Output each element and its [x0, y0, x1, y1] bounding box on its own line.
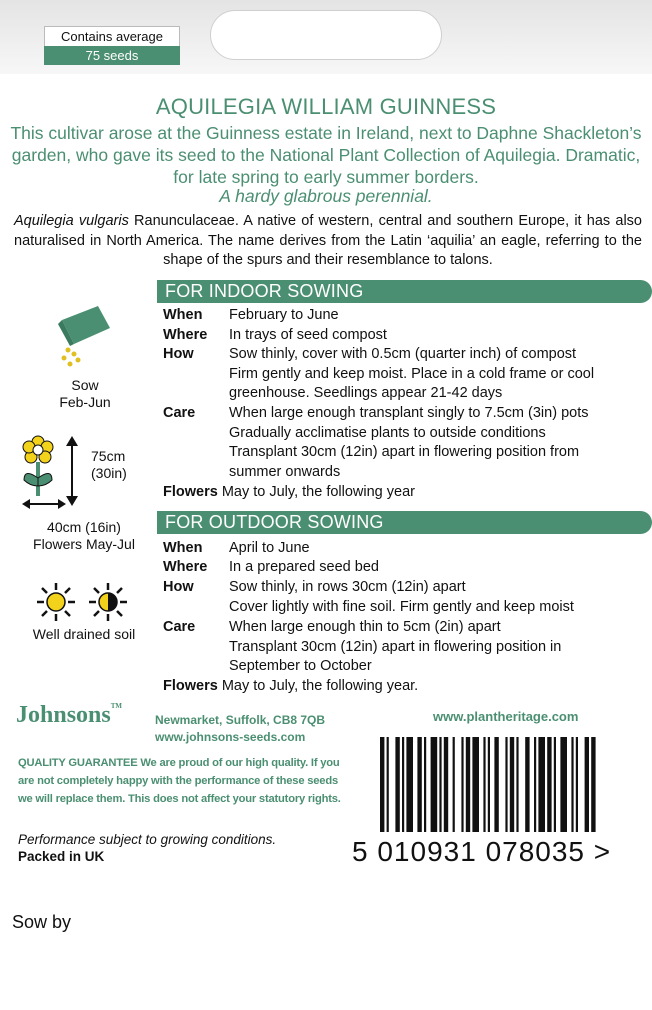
intro-text: This cultivar arose at the Guinness estate in Ireland, next to Daphne Shackleton’s garden, who gave its seed to the National Plant Collection of Aquilegia. Dramatic, for late spring to early summer borders. [10, 123, 642, 187]
height-caption [91, 448, 127, 482]
care-line: Transplant 30cm (12in) apart in flowering position from [229, 444, 580, 460]
where-label: Where [163, 327, 208, 343]
product-title: AQUILEGIA WILLIAM GUINNESS [155, 94, 497, 119]
care-label: Care [163, 619, 196, 635]
how-line: Sow thinly, cover with 0.5cm (quarter inch) of compost [229, 346, 577, 362]
intro-italic: A hardy glabrous perennial. [219, 186, 433, 206]
flowers-label: Flowers [163, 678, 218, 694]
how-line: greenhouse. Seedlings appear 21-42 days [229, 385, 503, 401]
care-line: When large enough thin to 5cm (2in) apart [229, 619, 501, 635]
where-value: In a prepared seed bed [229, 559, 379, 575]
brand-address: Newmarket, Suffolk, CB8 7QB [155, 713, 326, 727]
height-in: (30in) [91, 465, 127, 481]
soil-caption: Well drained soil [32, 626, 136, 642]
quality-guarantee [18, 754, 348, 808]
seed-count-line2: 75 seeds [44, 46, 180, 65]
care-line: When large enough transplant singly to 7.5cm (3in) pots [229, 405, 589, 421]
care-line: Transplant 30cm (12in) apart in flowering position in [229, 638, 562, 655]
description-text: Ranunculaceae. A native of western, central and southern Europe, it has also naturalised in North America. The name derives from the Latin ‘aquilia’ an eagle, referring to the shape of the spurs and their resemblance to talons. [14, 213, 642, 268]
sow-by-label: Sow by [12, 912, 72, 932]
flower-height-icon [20, 434, 82, 512]
partial-shade-icon [88, 582, 128, 622]
full-sun-icon [36, 582, 76, 622]
where-value: In trays of seed compost [229, 327, 387, 343]
how-label: How [163, 346, 194, 362]
when-label: When [163, 307, 203, 323]
outdoor-flowers-row [163, 677, 418, 697]
when-value: February to June [229, 307, 339, 323]
flowers-value: May to July, the following year. [221, 678, 419, 694]
how-line: Firm gently and keep moist. Place in a cold frame or cool [229, 365, 595, 382]
how-line: Sow thinly, in rows 30cm (12in) apart [229, 579, 466, 595]
plantheritage-website[interactable]: www.plantheritage.com [433, 709, 579, 724]
care-value [229, 404, 649, 482]
guarantee-line: are not completely happy with the performance of these seeds [18, 775, 338, 787]
brand-website[interactable]: www.johnsons-seeds.com [155, 730, 306, 744]
guarantee-line: QUALITY GUARANTEE We are proud of our high quality. If you [18, 757, 340, 769]
how-label: How [163, 579, 194, 595]
when-value: April to June [229, 540, 310, 556]
indoor-flowers-row [163, 483, 415, 503]
how-value [229, 578, 649, 617]
height-cm: 75cm [91, 448, 126, 464]
care-line: summer onwards [229, 463, 341, 480]
spread-value: 40cm (16in) [47, 519, 121, 535]
packed-in: Packed in UK [18, 849, 105, 864]
outdoor-heading: FOR OUTDOOR SOWING [157, 511, 652, 534]
when-label: When [163, 540, 203, 556]
brand-name: Johnsons [16, 702, 111, 728]
flowers-value: May to July, the following year [221, 484, 415, 500]
latin-name: Aquilegia vulgaris [14, 213, 129, 229]
flowers-label: Flowers [163, 484, 218, 500]
seed-count-box [44, 26, 180, 65]
flowering-months: Flowers May-Jul [33, 536, 135, 552]
packet-top-band [0, 0, 652, 74]
sow-label: Sow [71, 377, 99, 393]
how-line: Cover lightly with fine soil. Firm gently and keep moist [229, 598, 574, 615]
johnsons-logo: Johnsons™ [16, 702, 123, 728]
care-line: Gradually acclimatise plants to outside conditions [229, 424, 546, 441]
sow-caption [50, 377, 120, 411]
seed-count-line1: Contains average [44, 26, 180, 46]
performance-note: Performance subject to growing conditions. [18, 832, 277, 847]
guarantee-line: we will replace them. This does not affect your statutory rights. [18, 793, 341, 805]
care-line: September to October [229, 658, 372, 674]
barcode [380, 737, 636, 832]
sow-months: Feb-Jun [59, 394, 111, 410]
care-label: Care [163, 405, 196, 421]
spread-caption [14, 519, 154, 553]
description [14, 212, 642, 271]
hang-hole [210, 10, 442, 60]
barcode-number: 5 010931 078035 > [352, 836, 612, 867]
seed-packet-icon [50, 298, 114, 368]
where-label: Where [163, 559, 208, 575]
care-value [229, 618, 649, 677]
how-value [229, 345, 649, 404]
indoor-heading: FOR INDOOR SOWING [157, 280, 652, 303]
